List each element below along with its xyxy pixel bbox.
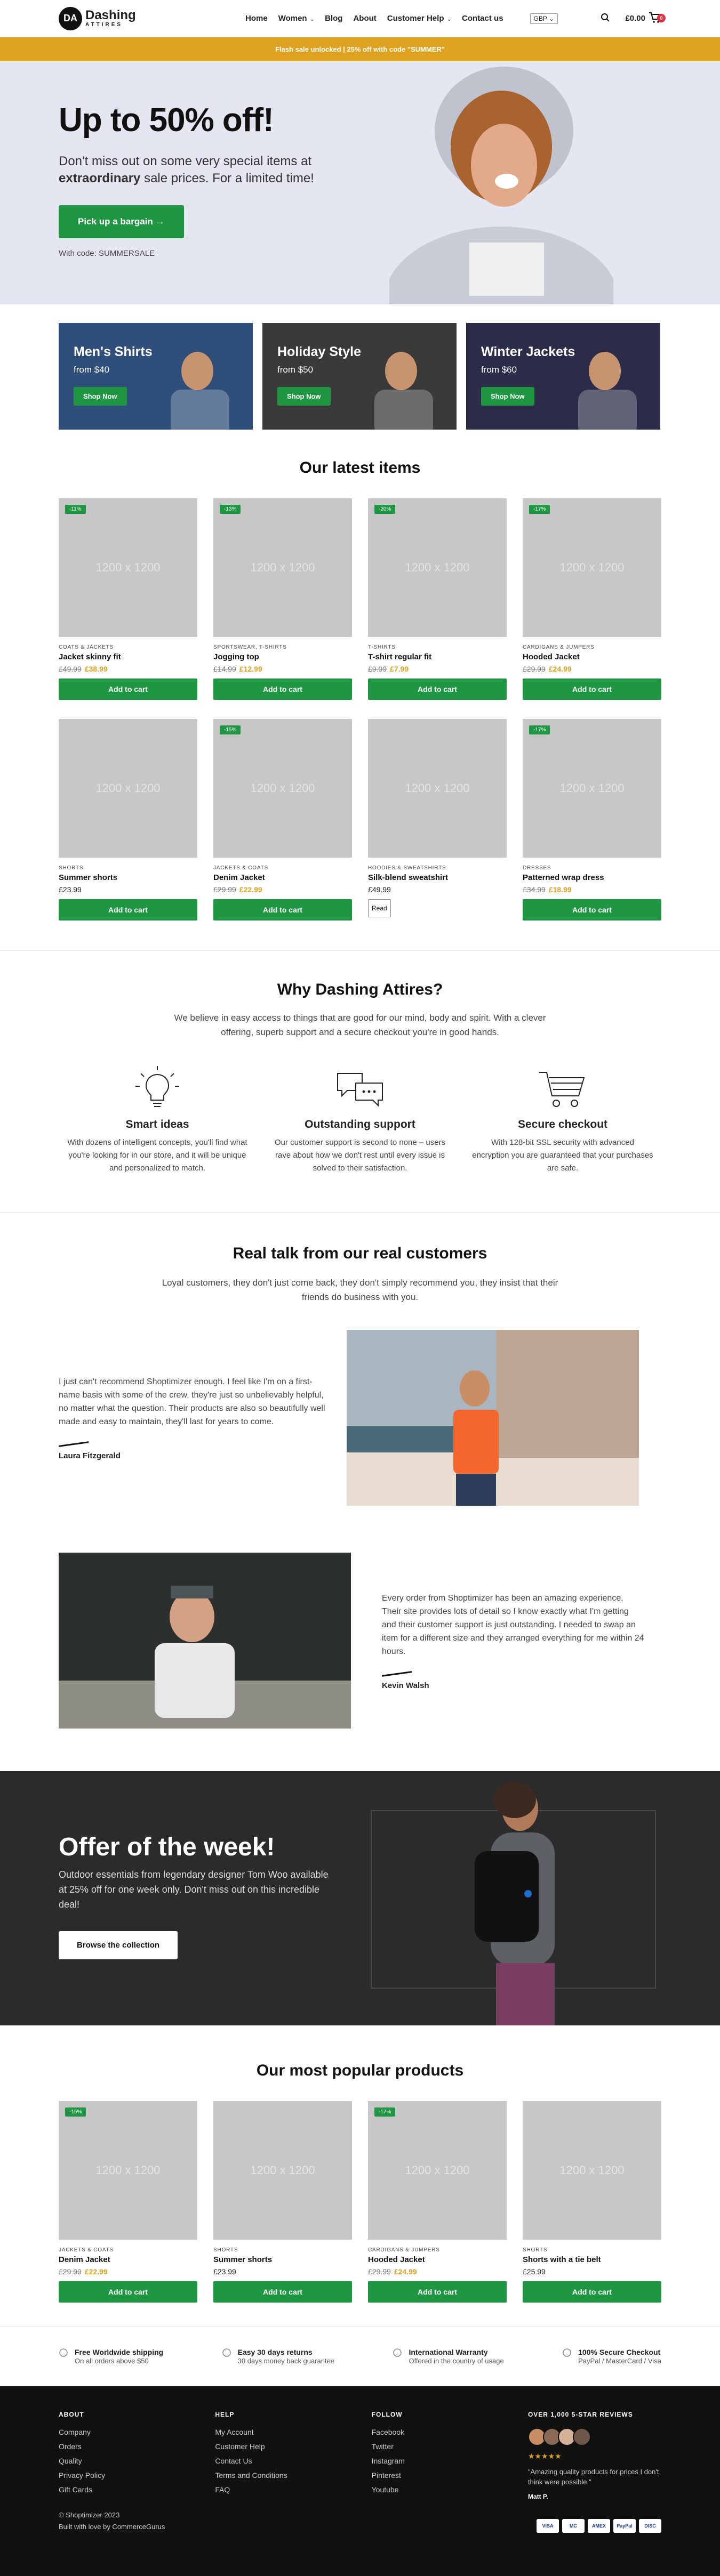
product-image[interactable] (368, 2101, 507, 2240)
hero-code-note: With code: SUMMERSALE (59, 249, 155, 258)
add-to-cart-button[interactable]: Add to cart (59, 679, 197, 700)
footer-link[interactable]: Instagram (371, 2457, 405, 2465)
footer-heading: ABOUT (59, 2411, 84, 2418)
product-name[interactable]: Jogging top (213, 652, 259, 661)
sale-price: £7.99 (390, 665, 409, 673)
product-name[interactable]: Hooded Jacket (523, 652, 580, 661)
feature-card (67, 1065, 248, 1175)
promo-title: Holiday Style (277, 344, 361, 359)
add-to-cart-button[interactable]: Add to cart (368, 679, 507, 700)
usp-title: International Warranty (409, 2348, 488, 2356)
promo-title: Men's Shirts (74, 344, 153, 359)
product-card (523, 719, 661, 920)
footer-follow-col (372, 2411, 528, 2506)
product-card (213, 498, 352, 700)
usp-subtitle: On all orders above $50 (75, 2357, 149, 2365)
price: £49.99 (368, 885, 391, 894)
footer-link[interactable]: Twitter (371, 2442, 394, 2451)
nav-item-label: Customer Help (387, 14, 444, 23)
search-icon[interactable] (601, 13, 610, 25)
feature-text: With 128-bit SSL security with advanced encryption you are guaranteed that your purchases are safe. (472, 1138, 653, 1173)
product-card (368, 719, 507, 920)
product-price (523, 2267, 661, 2276)
payment-icon: AMEX (588, 2519, 610, 2533)
signature-mark (382, 1671, 412, 1677)
sale-price: £24.99 (394, 2267, 417, 2276)
promo-cards (59, 323, 661, 430)
offer-banner (0, 1771, 720, 2025)
sale-badge: -15% (65, 2107, 86, 2117)
product-category[interactable]: HOODIES & SWEATSHIRTS (368, 865, 446, 871)
why-intro: We believe in easy access to things that are good for our mind, body and spirit. With a clever offering, superb support and a secure checkout you're in good hands. (174, 1013, 546, 1037)
product-category[interactable]: T-SHIRTS (368, 644, 396, 650)
latest-products-grid (59, 498, 661, 920)
copyright: © Shoptimizer 2023 (59, 2511, 120, 2519)
product-price (368, 665, 507, 673)
product-name[interactable]: Silk-blend sweatshirt (368, 873, 449, 882)
footer-link[interactable]: Contact Us (215, 2457, 252, 2465)
footer-about-col (59, 2411, 215, 2506)
promo-card[interactable] (59, 323, 253, 430)
popular-products-grid (59, 2101, 661, 2303)
feature-text: Our customer support is second to none – users rave about how we don't rest until every issue is solved to their satisfaction. (274, 1138, 446, 1173)
testimonials-intro: Loyal customers, they don't just come back, they don't simply recommend you, they insist that their friends do business with you. (162, 1278, 558, 1302)
signature-mark (59, 1441, 89, 1447)
avatar (573, 2428, 591, 2446)
offer-text: Outdoor essentials from legendary designer Tom Woo available at 25% off for one week only. Don't miss out on this incredible deal! (59, 1869, 329, 1910)
product-name[interactable]: Jacket skinny fit (59, 652, 121, 661)
footer-link[interactable]: Quality (59, 2457, 82, 2465)
rating-stars: ★★★★★ (527, 2452, 562, 2460)
product-image[interactable] (213, 498, 352, 637)
image-placeholder-text: 1200 x 1200 (250, 781, 315, 795)
testimonial-1 (59, 1330, 661, 1506)
product-price (368, 2267, 507, 2276)
chat-bubbles-icon (269, 1065, 451, 1111)
usp-title: Easy 30 days returns (237, 2348, 313, 2356)
image-placeholder-text: 1200 x 1200 (95, 2163, 161, 2177)
feature-title: Secure checkout (517, 1118, 608, 1130)
nav-item-customer-help[interactable] (382, 14, 457, 23)
image-placeholder-text: 1200 x 1200 (95, 781, 161, 795)
product-price (59, 2267, 197, 2276)
review-quote: "Amazing quality products for prices I don't think were possible." (527, 2468, 659, 2486)
image-placeholder-text: 1200 x 1200 (559, 2163, 625, 2177)
image-placeholder-text: 1200 x 1200 (559, 561, 625, 574)
sale-badge: -11% (65, 505, 86, 514)
footer-link[interactable]: Youtube (371, 2485, 399, 2494)
cart-total: £0.00 (625, 14, 645, 23)
product-image[interactable] (523, 2101, 661, 2240)
old-price: £9.99 (368, 665, 387, 673)
shop-now-button[interactable]: Shop Now (481, 387, 534, 406)
image-placeholder-text: 1200 x 1200 (405, 2163, 470, 2177)
usp-subtitle: PayPal / MasterCard / Visa (578, 2357, 661, 2365)
product-category[interactable]: CARDIGANS & JUMPERS (523, 644, 595, 650)
offer-model-image (443, 1771, 581, 2025)
add-to-cart-button[interactable]: Add to cart (213, 899, 352, 920)
product-name[interactable]: Shorts with a tie belt (523, 2255, 601, 2264)
nav-item-home[interactable] (240, 14, 273, 23)
usp-title: Free Worldwide shipping (75, 2348, 164, 2356)
footer-link[interactable]: Customer Help (215, 2442, 265, 2451)
flash-sale-banner: Flash sale unlocked | 25% off with code "SUMMER" (0, 37, 720, 61)
site-header (0, 0, 720, 37)
footer-link[interactable]: Privacy Policy (59, 2471, 106, 2480)
product-price (213, 665, 352, 673)
usp-title: 100% Secure Checkout (578, 2348, 661, 2356)
logo-name: Dashing (85, 8, 136, 22)
usp-subtitle: 30 days money back guarantee (237, 2357, 335, 2365)
add-to-cart-button[interactable]: Add to cart (59, 2281, 197, 2303)
image-placeholder-text: 1200 x 1200 (95, 561, 161, 574)
nav-item-label: Home (245, 14, 268, 23)
add-to-cart-button[interactable]: Add to cart (523, 2281, 661, 2303)
product-price (213, 2267, 352, 2276)
old-price: £14.99 (213, 665, 236, 673)
usp-bar (59, 2327, 661, 2386)
product-price (213, 885, 352, 894)
product-card (59, 719, 197, 920)
product-name[interactable]: Denim Jacket (213, 873, 265, 882)
product-price (59, 665, 197, 673)
why-title: Why Dashing Attires? (277, 981, 443, 998)
feature-card (269, 1065, 451, 1175)
add-to-cart-button[interactable]: Add to cart (368, 2281, 507, 2303)
usp-item (393, 2348, 503, 2365)
popular-title: Our most popular products (256, 2062, 464, 2079)
hero-text: Don't miss out on some very special items at extraordinary sale prices. For a limited time! (59, 154, 314, 185)
footer-link[interactable]: Terms and Conditions (215, 2471, 287, 2480)
product-card (59, 498, 197, 700)
shield-icon (393, 2348, 402, 2365)
sale-price: £18.99 (548, 885, 572, 894)
hero-cta-button[interactable]: Pick up a bargain → (59, 205, 184, 238)
product-name[interactable]: Denim Jacket (59, 2255, 110, 2264)
sale-badge: -20% (374, 505, 395, 514)
product-name[interactable]: Summer shorts (59, 873, 118, 882)
product-price (59, 885, 197, 894)
product-price (523, 885, 661, 894)
sale-badge: -15% (220, 725, 241, 734)
image-placeholder-text: 1200 x 1200 (250, 2163, 315, 2177)
sale-price: £24.99 (548, 665, 572, 673)
reviewer-avatars (528, 2428, 661, 2446)
nav-item-contact-us[interactable] (457, 14, 509, 23)
product-card (523, 498, 661, 700)
promo-image (466, 323, 660, 430)
footer-link[interactable]: My Account (215, 2428, 254, 2436)
testimonial-2 (59, 1553, 661, 1729)
promo-card[interactable] (466, 323, 660, 430)
footer-heading: FOLLOW (371, 2411, 403, 2418)
built-by: Built with love by CommerceGurus (59, 2523, 165, 2531)
add-to-cart-button[interactable]: Add to cart (213, 679, 352, 700)
footer-help-col (215, 2411, 371, 2506)
product-card (213, 719, 352, 920)
testimonial-author: Laura Fitzgerald (59, 1451, 121, 1460)
sale-price: £22.99 (84, 2267, 108, 2276)
product-card (368, 498, 507, 700)
shopping-cart-icon (472, 1065, 653, 1111)
sale-price: £38.99 (84, 665, 108, 673)
sale-price: £12.99 (239, 665, 262, 673)
product-category[interactable]: DRESSES (523, 865, 551, 871)
old-price: £29.99 (368, 2267, 391, 2276)
nav-item-women[interactable] (273, 14, 319, 23)
lock-icon (562, 2348, 572, 2365)
logo-sub: ATTIRES (85, 22, 123, 28)
testimonial-photo (347, 1330, 639, 1506)
testimonial-quote: I just can't recommend Shoptimizer enough. I feel like I'm on a first-name basis with some of the crew, they're just so unbelievably helpful, no matter what the question. Their products are also so beautifully well made and easy to maintain, they'll last for years to come. (59, 1377, 325, 1426)
nav-item-about[interactable] (348, 14, 381, 23)
add-to-cart-button[interactable]: Add to cart (523, 679, 661, 700)
product-category[interactable]: SPORTSWEAR, T-SHIRTS (213, 644, 287, 650)
promo-subtitle: from $40 (74, 365, 110, 375)
review-author: Matt P. (527, 2493, 548, 2500)
sale-badge: -17% (529, 725, 550, 734)
price: £25.99 (523, 2267, 546, 2276)
image-placeholder-text: 1200 x 1200 (559, 781, 625, 795)
return-icon (222, 2348, 231, 2365)
payment-icon: PayPal (613, 2519, 636, 2533)
old-price: £34.99 (523, 885, 546, 894)
testimonial-quote: Every order from Shoptimizer has been an amazing experience. Their site provides lots of detail so I know exactly what I'm getting and their customer support is just outstanding. I needed to swap an item for a different size and they arranged everything for me within 24 hours. (382, 1593, 644, 1656)
image-placeholder-text: 1200 x 1200 (405, 561, 470, 574)
site-logo[interactable] (59, 7, 213, 30)
latest-items-title: Our latest items (299, 459, 421, 477)
hero-banner (0, 61, 720, 304)
promo-title: Winter Jackets (481, 344, 575, 359)
payment-icons (537, 2519, 661, 2533)
currency-select[interactable]: GBP ⌄ (530, 13, 558, 24)
nav-item-label: About (353, 14, 377, 23)
cart-icon (649, 12, 661, 26)
nav-item-blog[interactable] (319, 14, 348, 23)
usp-item (562, 2348, 661, 2365)
testimonials-title: Real talk from our real customers (233, 1245, 487, 1262)
product-price (368, 885, 507, 894)
sale-price: £22.99 (239, 885, 262, 894)
nav-item-label: Blog (325, 14, 343, 23)
browse-collection-button[interactable]: Browse the collection (59, 1931, 178, 1959)
old-price: £29.99 (59, 2267, 82, 2276)
add-to-cart-button[interactable]: Add to cart (59, 899, 197, 920)
product-category[interactable]: COATS & JACKETS (59, 644, 114, 650)
product-image[interactable] (59, 719, 197, 858)
product-name[interactable]: T-shirt regular fit (368, 652, 432, 661)
promo-image (59, 323, 253, 430)
hero-title: Up to 50% off! (59, 102, 274, 139)
payment-icon: MC (562, 2519, 585, 2533)
feature-text: With dozens of intelligent concepts, you'll find what you're looking for in our store, and it will be unique and personalized to match. (67, 1138, 247, 1173)
chevron-down-icon: ⌄ (310, 17, 315, 22)
product-category[interactable]: JACKETS & COATS (59, 2247, 114, 2253)
feature-title: Outstanding support (305, 1118, 415, 1130)
image-placeholder-text: 1200 x 1200 (405, 781, 470, 795)
footer-link[interactable]: Facebook (371, 2428, 405, 2436)
product-card (523, 2101, 661, 2303)
lightbulb-icon (67, 1065, 248, 1111)
product-price (523, 665, 661, 673)
old-price: £29.99 (213, 885, 236, 894)
footer-link[interactable]: Orders (59, 2442, 82, 2451)
promo-card[interactable] (262, 323, 457, 430)
hero-model-image (389, 67, 613, 304)
testimonial-author: Kevin Walsh (382, 1681, 429, 1690)
product-name[interactable]: Summer shorts (213, 2255, 273, 2264)
cart-link[interactable] (625, 12, 661, 26)
feature-card (472, 1065, 653, 1175)
image-placeholder-text: 1200 x 1200 (250, 561, 315, 574)
product-card (213, 2101, 352, 2303)
cart-count-badge: 0 (657, 14, 666, 22)
footer-reviews-col (528, 2411, 661, 2506)
nav-item-label: Contact us (462, 14, 503, 23)
usp-item (59, 2348, 163, 2365)
footer-link[interactable]: Gift Cards (59, 2485, 93, 2494)
product-card (59, 2101, 197, 2303)
shop-now-button[interactable]: Shop Now (277, 387, 331, 406)
price: £23.99 (213, 2267, 236, 2276)
product-category[interactable]: SHORTS (213, 2247, 238, 2253)
product-image[interactable] (213, 2101, 352, 2240)
features-row (67, 1065, 653, 1175)
product-category[interactable]: SHORTS (59, 865, 84, 871)
feature-title: Smart ideas (125, 1118, 189, 1130)
site-footer (0, 2386, 720, 2576)
product-image[interactable] (59, 498, 197, 637)
promo-image (262, 323, 457, 430)
product-category[interactable]: JACKETS & COATS (213, 865, 268, 871)
shop-now-button[interactable]: Shop Now (74, 387, 127, 406)
product-image[interactable] (368, 719, 507, 858)
footer-heading: HELP (215, 2411, 235, 2418)
sale-badge: -17% (374, 2107, 395, 2117)
read-more-button[interactable]: Read (368, 899, 391, 917)
main-nav (240, 14, 509, 23)
reviews-heading: OVER 1,000 5-STAR REVIEWS (527, 2411, 633, 2418)
product-image[interactable] (59, 2101, 197, 2240)
logo-mark: DA (59, 7, 82, 30)
product-image[interactable] (523, 719, 661, 858)
payment-icon: VISA (537, 2519, 559, 2533)
product-card (368, 2101, 507, 2303)
product-name[interactable]: Patterned wrap dress (523, 873, 604, 882)
sale-badge: -13% (220, 505, 241, 514)
footer-link[interactable]: Pinterest (371, 2471, 401, 2480)
sale-badge: -17% (529, 505, 550, 514)
offer-title: Offer of the week! (59, 1833, 275, 1861)
add-to-cart-button[interactable]: Add to cart (523, 899, 661, 920)
testimonial-photo (59, 1553, 351, 1729)
product-category[interactable]: SHORTS (523, 2247, 548, 2253)
usp-subtitle: Offered in the country of usage (409, 2357, 504, 2365)
globe-icon (59, 2348, 68, 2365)
product-category[interactable]: CARDIGANS & JUMPERS (368, 2247, 440, 2253)
footer-link[interactable]: FAQ (215, 2485, 230, 2494)
footer-link[interactable]: Company (59, 2428, 91, 2436)
product-image[interactable] (213, 719, 352, 858)
chevron-down-icon: ⌄ (447, 17, 452, 22)
price: £23.99 (59, 885, 82, 894)
old-price: £29.99 (523, 665, 546, 673)
old-price: £49.99 (59, 665, 82, 673)
product-image[interactable] (368, 498, 507, 637)
usp-item (222, 2348, 334, 2365)
product-name[interactable]: Hooded Jacket (368, 2255, 425, 2264)
nav-item-label: Women (278, 14, 307, 23)
payment-icon: DISC (639, 2519, 661, 2533)
promo-subtitle: from $60 (481, 365, 517, 375)
add-to-cart-button[interactable]: Add to cart (213, 2281, 352, 2303)
promo-subtitle: from $50 (277, 365, 314, 375)
product-image[interactable] (523, 498, 661, 637)
